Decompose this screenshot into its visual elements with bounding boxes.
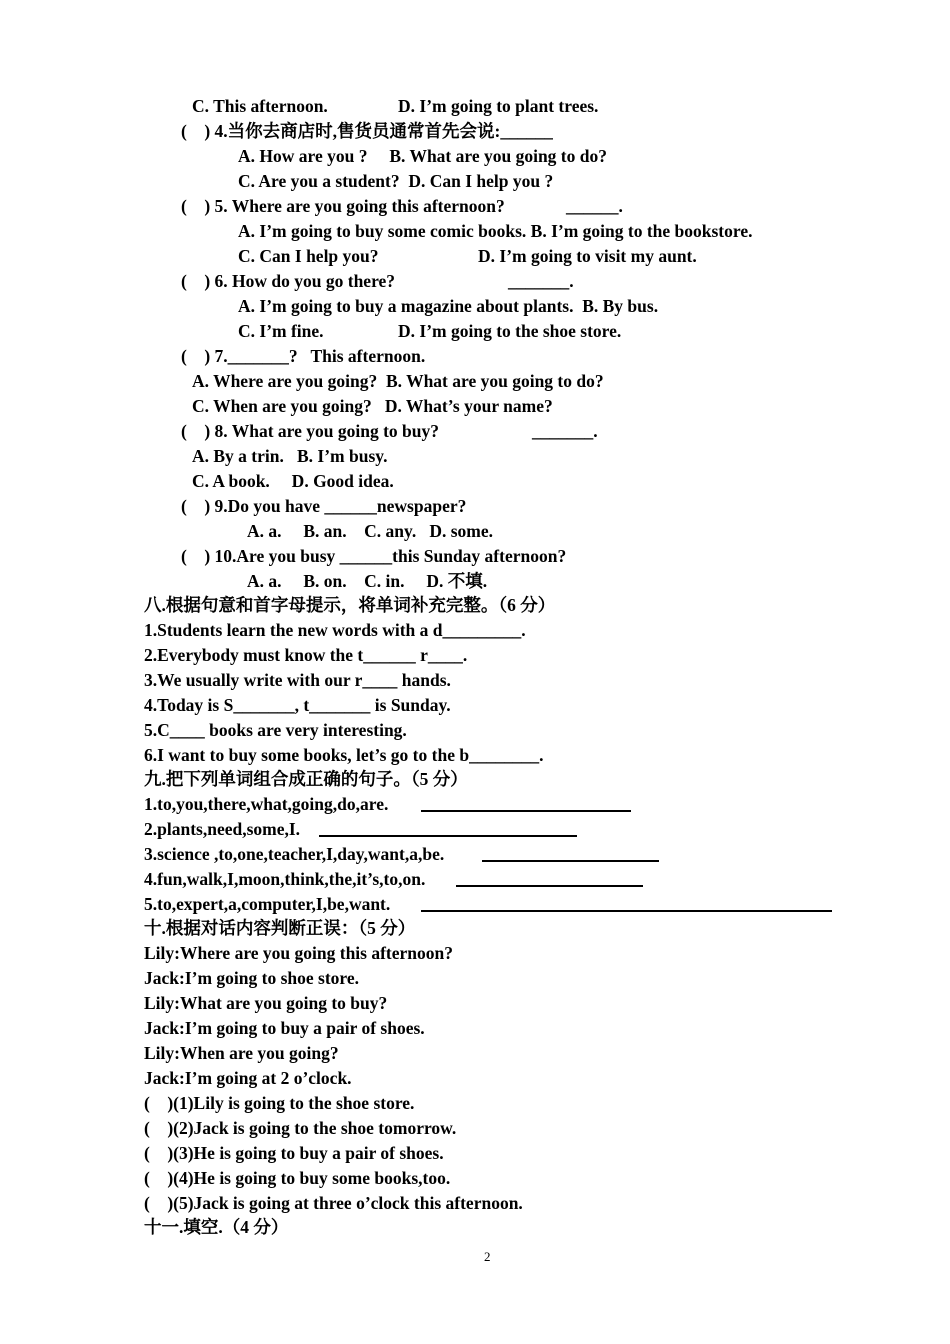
- q8-blank: _______.: [532, 421, 598, 441]
- q10-options: A. a. B. on. C. in. D. 不填.: [247, 571, 488, 591]
- q9-options: A. a. B. an. C. any. D. some.: [247, 521, 493, 541]
- q4-stem: ( ) 4.当你去商店时,售货员通常首先会说:______: [181, 121, 553, 141]
- q6-option-d: D. I’m going to the shoe store.: [398, 321, 622, 341]
- section-9-title: 九.把下列单词组合成正确的句子。（5 分）: [144, 769, 468, 789]
- sec8-item-6: 6.I want to buy some books, let’s go to the b________.: [144, 745, 544, 765]
- q3-option-c: C. This afternoon.: [192, 96, 328, 116]
- section-10-title: 十.根据对话内容判断正误：（5 分）: [144, 918, 416, 938]
- judgment-4: ( )(4)He is going to buy some books,too.: [144, 1168, 451, 1188]
- dialogue-line-1: Lily:Where are you going this afternoon?: [144, 943, 454, 963]
- dialogue-line-6: Jack:I’m going at 2 o’clock.: [144, 1068, 352, 1088]
- sec9-answer-line-1: [421, 810, 631, 812]
- sec8-item-3: 3.We usually write with our r____ hands.: [144, 670, 451, 690]
- judgment-2: ( )(2)Jack is going to the shoe tomorrow.: [144, 1118, 457, 1138]
- q6-stem: ( ) 6. How do you go there?: [181, 271, 396, 291]
- q5-option-c: C. Can I help you?: [238, 246, 379, 266]
- q8-options-cd: C. A book. D. Good idea.: [192, 471, 394, 491]
- sec9-item-5: 5.to,expert,a,computer,I,be,want.: [144, 894, 391, 914]
- section-11-title: 十一.填空.（4 分）: [144, 1217, 289, 1237]
- q5-option-d: D. I’m going to visit my aunt.: [478, 246, 697, 266]
- section-8-title: 八.根据句意和首字母提示，将单词补充完整。（6 分）: [144, 595, 556, 615]
- q3-option-d: D. I’m going to plant trees.: [398, 96, 599, 116]
- sec8-item-1: 1.Students learn the new words with a d_________.: [144, 620, 526, 640]
- dialogue-line-2: Jack:I’m going to shoe store.: [144, 968, 360, 988]
- sec9-item-3: 3.science ,to,one,teacher,I,day,want,a,be.: [144, 844, 445, 864]
- q5-blank: ______.: [566, 196, 623, 216]
- sec9-item-1: 1.to,you,there,what,going,do,are.: [144, 794, 389, 814]
- dialogue-line-5: Lily:When are you going?: [144, 1043, 339, 1063]
- q9-stem: ( ) 9.Do you have ______newspaper?: [181, 496, 467, 516]
- sec8-item-5: 5.C____ books are very interesting.: [144, 720, 407, 740]
- sec8-item-4: 4.Today is S_______, t_______ is Sunday.: [144, 695, 451, 715]
- q6-options-ab: A. I’m going to buy a magazine about plants. B. By bus.: [238, 296, 659, 316]
- sec8-item-2: 2.Everybody must know the t______ r____.: [144, 645, 468, 665]
- q5-options-ab: A. I’m going to buy some comic books. B. I’m going to the bookstore.: [238, 221, 753, 241]
- q7-stem: ( ) 7._______? This afternoon.: [181, 346, 426, 366]
- dialogue-line-3: Lily:What are you going to buy?: [144, 993, 388, 1013]
- q4-options-cd: C. Are you a student? D. Can I help you ?: [238, 171, 554, 191]
- judgment-3: ( )(3)He is going to buy a pair of shoes.: [144, 1143, 444, 1163]
- q4-options-ab: A. How are you ? B. What are you going to do?: [238, 146, 607, 166]
- q5-stem: ( ) 5. Where are you going this afternoon?: [181, 196, 505, 216]
- page-number: 2: [484, 1249, 491, 1264]
- q6-option-c: C. I’m fine.: [238, 321, 324, 341]
- sec9-answer-line-2: [319, 835, 577, 837]
- q6-blank: _______.: [508, 271, 574, 291]
- judgment-1: ( )(1)Lily is going to the shoe store.: [144, 1093, 415, 1113]
- q8-stem: ( ) 8. What are you going to buy?: [181, 421, 439, 441]
- sec9-answer-line-4: [456, 885, 643, 887]
- q7-options-cd: C. When are you going? D. What’s your name?: [192, 396, 553, 416]
- sec9-answer-line-5: [421, 910, 832, 912]
- judgment-5: ( )(5)Jack is going at three o’clock this afternoon.: [144, 1193, 523, 1213]
- q10-stem: ( ) 10.Are you busy ______this Sunday afternoon?: [181, 546, 567, 566]
- q8-options-ab: A. By a trin. B. I’m busy.: [192, 446, 388, 466]
- q7-options-ab: A. Where are you going? B. What are you going to do?: [192, 371, 604, 391]
- sec9-item-4: 4.fun,walk,I,moon,think,the,it’s,to,on.: [144, 869, 426, 889]
- sec9-item-2: 2.plants,need,some,I.: [144, 819, 301, 839]
- dialogue-line-4: Jack:I’m going to buy a pair of shoes.: [144, 1018, 425, 1038]
- sec9-answer-line-3: [482, 860, 659, 862]
